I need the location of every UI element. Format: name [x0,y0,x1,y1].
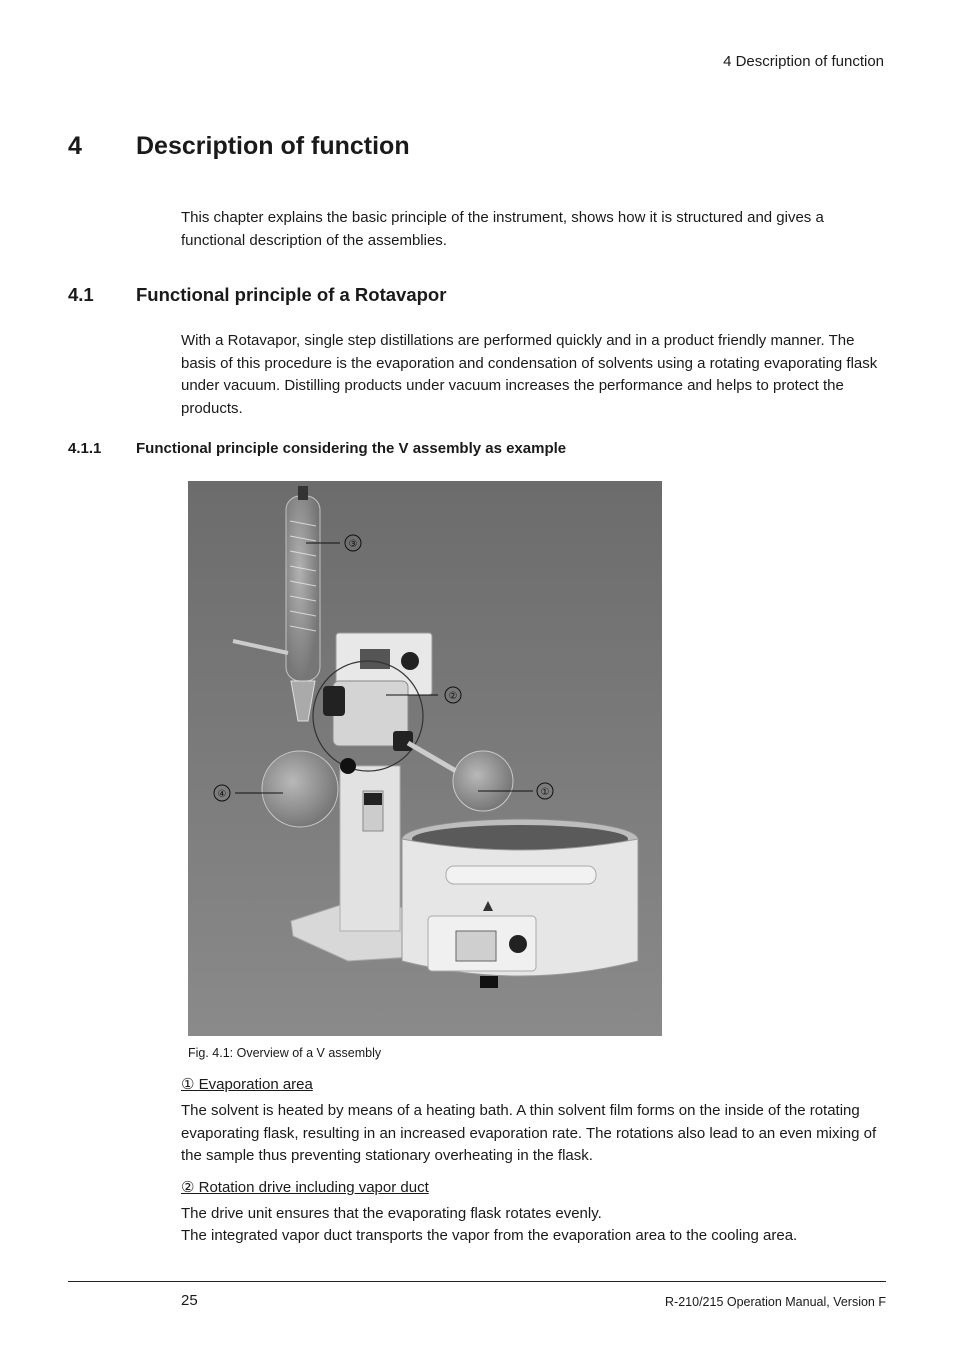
chapter-intro: This chapter explains the basic principle of the instrument, shows how it is structured and gives a functional description of the assemblies. [181,209,824,249]
item-text-evaporation-area: The solvent is heated by means of a heating bath. A thin solvent film forms on the inside of the rotating evaporating flask, resulting in an increased evaporation rate. The rotations also lead to an even mixing of the sample thus preventing stationary overheating in the flask. [181,1102,877,1164]
footer-divider [68,1281,886,1282]
running-header: 4 Description of function [723,53,884,70]
item-text-rotation-drive-2: The integrated vapor duct transports the vapor from the evaporation area to the cooling area. [181,1227,798,1244]
page-number: 25 [181,1292,198,1309]
callout-3-label: ③ [348,539,358,550]
chapter-title: Description of function [136,132,410,160]
item-heading-rotation-drive: ② Rotation drive including vapor duct [181,1179,429,1196]
figure-caption: Fig. 4.1: Overview of a V assembly [188,1046,382,1060]
item-text-rotation-drive-1: The drive unit ensures that the evaporating flask rotates evenly. [181,1205,602,1222]
callout-2-label: ② [448,691,458,702]
subsection-title: Functional principle considering the V assembly as example [136,440,567,457]
callout-4-label: ④ [217,789,227,800]
callout-1-label: ① [540,787,550,798]
manual-version: R-210/215 Operation Manual, Version F [665,1295,886,1309]
section-title: Functional principle of a Rotavapor [136,284,447,305]
chapter-number: 4 [68,132,82,160]
section-body: With a Rotavapor, single step distillations are performed quickly and in a product friendly manner. The basis of this procedure is the evaporation and condensation of solvents using a rotating evaporating flask under vacuum. Distilling products under vacuum increases the performance and helps to protect the products. [181,332,878,417]
subsection-number: 4.1.1 [68,440,102,457]
item-heading-evaporation-area: ① Evaporation area [181,1076,313,1093]
section-number: 4.1 [68,284,94,305]
rotavapor-photo [188,481,662,1036]
